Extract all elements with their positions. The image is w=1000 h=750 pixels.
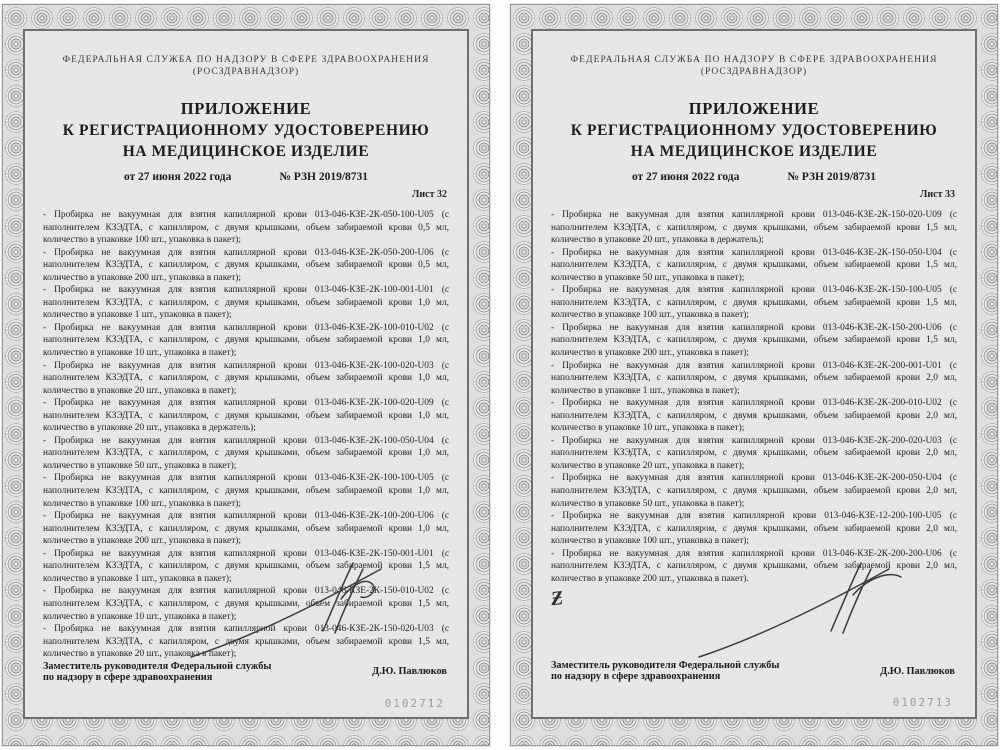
doc-title-line1: ПРИЛОЖЕНИЕ (180, 99, 312, 118)
product-list-item: - Пробирка не вакуумная для взятия капиллярной крови 013-046-КЗЕ-2К-050-200-U06 (с наполнителем КЗЭДТА, с капилляром, с двумя крышками, объем забираемой крови 0,5 мл, количество в упаковке 200 шт., упаковка в пакет); (43, 247, 449, 283)
signature-block (551, 660, 957, 682)
product-list-item: - Пробирка не вакуумная для взятия капиллярной крови 013-046-КЗЕ-2К-150-020-U09 (с наполнителем КЗЭДТА, с капилляром, с двумя крышками, объем забираемой крови 1,5 мл, количество в упаковке 20 шт., упаковка в держатель); (551, 210, 957, 246)
date-number-row (43, 171, 449, 183)
signer-name: Д.Ю. Павлюков (880, 665, 955, 677)
signer-position-line1: Заместитель руководителя Федеральной службы (551, 660, 780, 671)
document-page-33 (510, 4, 998, 746)
doc-date: от 27 июня 2022 года (123, 171, 232, 183)
product-list-item: - Пробирка не вакуумная для взятия капиллярной крови 013-046-КЗЕ-12-200-100-U05 (с наполнителем КЗЭДТА, с капилляром, с двумя крышками, объем забираемой крови 2,0 мл, количество в упаковке 100 шт., упаковка в пакет); (551, 511, 957, 547)
product-list-item: - Пробирка не вакуумная для взятия капиллярной крови 013-046-КЗЕ-2К-100-200-U06 (с наполнителем КЗЭДТА, с капилляром, с двумя крышками, объем забираемой крови 1,0 мл, количество в упаковке 200 шт., упаковка в пакет); (43, 511, 449, 547)
signature-block (43, 661, 449, 683)
product-list-item: - Пробирка не вакуумная для взятия капиллярной крови 013-046-КЗЕ-2К-200-010-U02 (с наполнителем КЗЭДТА, с капилляром, с двумя крышками, объем забираемой крови 2,0 мл, количество в упаковке 10 шт., упаковка в пакет); (551, 398, 957, 434)
product-list-item: - Пробирка не вакуумная для взятия капиллярной крови 013-046-КЗЕ-2К-200-020-U03 (с наполнителем КЗЭДТА, с капилляром, с двумя крышками, объем забираемой крови 2,0 мл, количество в упаковке 20 шт., упаковка в пакет); (551, 435, 957, 471)
agency-name: ФЕДЕРАЛЬНАЯ СЛУЖБА ПО НАДЗОРУ В СФЕРЕ ЗДРАВООХРАНЕНИЯ (570, 55, 938, 65)
doc-date: от 27 июня 2022 года (631, 171, 740, 183)
product-list (43, 209, 449, 661)
sheet-number: Лист 33 (919, 189, 955, 200)
product-list-item: - Пробирка не вакуумная для взятия капиллярной крови 013-046-КЗЕ-2К-100-100-U05 (с наполнителем КЗЭДТА, с капилляром, с двумя крышками, объем забираемой крови 1,0 мл, количество в упаковке 100 шт., упаковка в пакет); (43, 473, 449, 509)
doc-title-line2: К РЕГИСТРАЦИОННОМУ УДОСТОВЕРЕНИЮ (570, 122, 938, 139)
page-sheet (23, 29, 469, 719)
form-serial-number: 0102713 (892, 696, 953, 709)
form-serial-number: 0102712 (384, 696, 445, 710)
agency-short-name: (РОСЗДРАВНАДЗОР) (192, 67, 300, 77)
product-list-item: - Пробирка не вакуумная для взятия капиллярной крови 013-046-КЗЕ-2К-100-020-U09 (с наполнителем КЗЭДТА, с капилляром, с двумя крышками, объем забираемой крови 1,0 мл, количество в упаковке 20 шт., упаковка в держатель); (43, 398, 449, 434)
end-of-text-mark: Ƶ (549, 587, 565, 611)
product-list (551, 209, 957, 585)
product-list-item: - Пробирка не вакуумная для взятия капиллярной крови 013-046-КЗЕ-2К-100-050-U04 (с наполнителем КЗЭДТА, с капилляром, с двумя крышками, объем забираемой крови 1,0 мл, количество в упаковке 50 шт., упаковка в пакет); (43, 435, 449, 471)
product-list-item: - Пробирка не вакуумная для взятия капиллярной крови 013-046-КЗЕ-2К-150-020-U03 (с наполнителем КЗЭДТА, с капилляром, с двумя крышками, объем забираемой крови 1,5 мл, количество в упаковке 20 шт., упаковка в пакет); (43, 624, 449, 660)
signer-position-line1: Заместитель руководителя Федеральной службы (43, 660, 272, 672)
doc-number: № РЗН 2019/8731 (787, 171, 877, 183)
agency-name: ФЕДЕРАЛЬНАЯ СЛУЖБА ПО НАДЗОРУ В СФЕРЕ ЗДРАВООХРАНЕНИЯ (62, 55, 430, 65)
signer-position (43, 661, 271, 683)
product-list-item: - Пробирка не вакуумная для взятия капиллярной крови 013-046-КЗЕ-2К-150-010-U02 (с наполнителем КЗЭДТА, с капилляром, с двумя крышками, объем забираемой крови 1,5 мл, количество в упаковке 10 шт., упаковка в пакет); (43, 586, 449, 622)
product-list-item: - Пробирка не вакуумная для взятия капиллярной крови 013-046-КЗЕ-2К-150-050-U04 (с наполнителем КЗЭДТА, с капилляром, с двумя крышками, объем забираемой крови 1,5 мл, количество в упаковке 50 шт., упаковка в пакет); (551, 247, 957, 283)
product-list-item: - Пробирка не вакуумная для взятия капиллярной крови 013-046-КЗЕ-2К-200-001-U01 (с наполнителем КЗЭДТА, с капилляром, с двумя крышками, объем забираемой крови 2,0 мл, количество в упаковке 1 шт., упаковка в пакет); (551, 360, 957, 396)
signer-position-line2: по надзору в сфере здравоохранения (551, 671, 721, 682)
product-list-item: - Пробирка не вакуумная для взятия капиллярной крови 013-046-КЗЕ-2К-200-050-U04 (с наполнителем КЗЭДТА, с капилляром, с двумя крышками, объем забираемой крови 2,0 мл, количество в упаковке 50 шт., упаковка в пакет); (551, 473, 957, 509)
document-page-32 (2, 4, 490, 746)
product-list-item: - Пробирка не вакуумная для взятия капиллярной крови 013-046-КЗЕ-2К-100-020-U03 (с наполнителем КЗЭДТА, с капилляром, с двумя крышками, объем забираемой крови 1,0 мл, количество в упаковке 20 шт., упаковка в пакет); (43, 360, 449, 396)
product-list-item: - Пробирка не вакуумная для взятия капиллярной крови 013-046-КЗЕ-2К-100-010-U02 (с наполнителем КЗЭДТА, с капилляром, с двумя крышками, объем забираемой крови 1,0 мл, количество в упаковке 10 шт., упаковка в пакет); (43, 322, 449, 359)
product-list-item: - Пробирка не вакуумная для взятия капиллярной крови 013-046-КЗЕ-2К-150-001-U01 (с наполнителем КЗЭДТА, с капилляром, с двумя крышками, объем забираемой крови 1,5 мл, количество в упаковке 1 шт., упаковка в пакет); (43, 548, 449, 584)
signer-position-line2: по надзору в сфере здравоохранения (43, 671, 213, 683)
agency-short-name: (РОСЗДРАВНАДЗОР) (700, 67, 808, 77)
product-list-item: - Пробирка не вакуумная для взятия капиллярной крови 013-046-КЗЕ-2К-050-100-U05 (с наполнителем КЗЭДТА, с капилляром, с двумя крышками, объем забираемой крови 0,5 мл, количество в упаковке 100 шт., упаковка в пакет); (43, 210, 449, 246)
product-list-item: - Пробирка не вакуумная для взятия капиллярной крови 013-046-КЗЕ-2К-200-200-U06 (с наполнителем КЗЭДТА, с капилляром, с двумя крышками, объем забираемой крови 2,0 мл, количество в упаковке 200 шт., упаковка в пакет). (551, 548, 957, 584)
doc-title-line3: НА МЕДИЦИНСКОЕ ИЗДЕЛИЕ (630, 143, 878, 160)
product-list-item: - Пробирка не вакуумная для взятия капиллярной крови 013-046-КЗЕ-2К-100-001-U01 (с наполнителем КЗЭДТА, с капилляром, с двумя крышками, объем забираемой крови 1,0 мл, количество в упаковке 1 шт., упаковка в пакет); (43, 285, 449, 321)
doc-number: № РЗН 2019/8731 (279, 171, 369, 183)
doc-title-line3: НА МЕДИЦИНСКОЕ ИЗДЕЛИЕ (122, 143, 370, 160)
product-list-item: - Пробирка не вакуумная для взятия капиллярной крови 013-046-КЗЕ-2К-150-100-U05 (с наполнителем КЗЭДТА, с капилляром, с двумя крышками, объем забираемой крови 1,5 мл, количество в упаковке 100 шт., упаковка в пакет); (551, 285, 957, 321)
page-sheet (531, 29, 977, 719)
doc-title-line2: К РЕГИСТРАЦИОННОМУ УДОСТОВЕРЕНИЮ (62, 122, 430, 139)
doc-title-line1: ПРИЛОЖЕНИЕ (688, 99, 820, 118)
signer-position (551, 660, 779, 682)
product-list-item: - Пробирка не вакуумная для взятия капиллярной крови 013-046-КЗЕ-2К-150-200-U06 (с наполнителем КЗЭДТА, с капилляром, с двумя крышками, объем забираемой крови 1,5 мл, количество в упаковке 200 шт., упаковка в пакет); (551, 322, 957, 359)
date-number-row (551, 171, 957, 183)
signer-name: Д.Ю. Павлюков (372, 666, 447, 678)
sheet-number: Лист 32 (411, 189, 447, 200)
